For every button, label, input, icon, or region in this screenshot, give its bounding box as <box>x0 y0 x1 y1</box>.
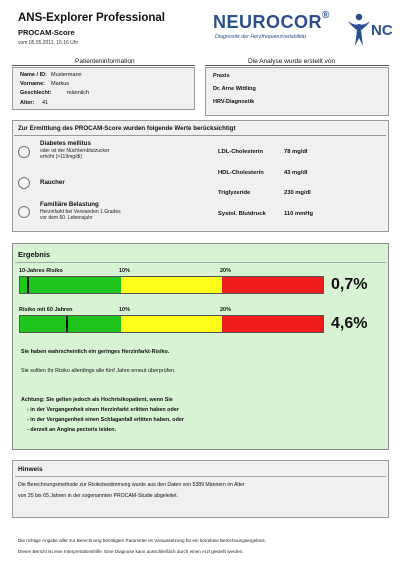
patient-gender-label: Geschlecht: <box>20 90 52 96</box>
patient-heading: Patienteninformation <box>75 58 135 65</box>
hint-heading-rule <box>15 476 386 477</box>
patient-firstname-label: Vorname: <box>20 81 45 87</box>
risk60-percent: 4,6% <box>331 315 368 332</box>
risk10-yellow-segment <box>121 277 222 293</box>
ldl-value: 78 mg/dl <box>284 149 308 155</box>
hint-line-2: von 35 bis 65 Jahren in der sogenannten PROCAM-Studie abgeleitet. <box>18 493 179 499</box>
risk10-bar <box>19 276 324 294</box>
result-heading: Ergebnis <box>18 250 51 259</box>
footer-line-1: Die richtige Angabe aller zur Berechnung benötigten Parameter ist Voraussetzung für ein korrektes Berechnungsergebnis. <box>18 538 266 543</box>
systolic-bp-value: 110 mmHg <box>284 211 313 217</box>
hint-text <box>18 480 383 502</box>
risk60-marker <box>66 316 68 332</box>
report-subtitle: PROCAM-Score <box>18 28 75 37</box>
risk10-marker <box>27 277 29 293</box>
diabetes-title: Diabetes mellitus <box>40 140 91 147</box>
smoker-checkbox[interactable] <box>18 177 30 189</box>
logo-wordmark: NEUROCOR® <box>213 10 330 32</box>
patient-heading-rule <box>12 65 195 66</box>
hdl-value: 43 mg/dl <box>284 170 308 176</box>
risk60-tick-10: 10% <box>119 307 131 313</box>
systolic-bp-label: Systol. Blutdruck <box>218 211 266 217</box>
analysis-heading-rule <box>205 65 389 66</box>
hdl-label: HDL-Cholesterin <box>218 170 264 176</box>
report-title: ANS-Explorer Professional <box>18 12 165 24</box>
analysis-info-box <box>205 67 389 116</box>
family-history-sub-1: Herzinfarkt bei Verwanden 1.Grades <box>40 209 121 215</box>
diabetes-sub-1: oder ist der Nüchternblutzucker <box>40 148 110 154</box>
patient-name-value: Mustermann <box>51 72 82 78</box>
result-summary: Sie haben wahrscheinlich ein geringes Herzinfarkt-Risiko. <box>21 349 170 355</box>
risk60-yellow-segment <box>121 316 222 332</box>
triglycerides-value: 230 mg/dl <box>284 190 311 196</box>
params-heading: Zur Ermittlung des PROCAM-Score wurden folgende Werte berücksichtigt <box>18 125 236 132</box>
params-heading-rule <box>14 135 386 136</box>
logo-nc-mark: NC <box>371 22 393 39</box>
warning-line-4: - derzeit an Angina pectoris leiden. <box>27 427 117 433</box>
risk60-red-segment <box>222 316 323 332</box>
family-history-sub-2: vor dem 60. Lebensjahr <box>40 215 93 221</box>
risk10-red-segment <box>222 277 323 293</box>
patient-age-value: 41 <box>42 100 49 106</box>
result-advice: Sie sollten Ihr Risiko allerdings alle fünf Jahre erneut überprüfen. <box>21 368 176 374</box>
triglycerides-label: Triglyzeride <box>218 190 251 196</box>
diabetes-sub-2: erhöht (>119mg/dl) <box>40 154 83 160</box>
logo-tagline: Diagnostik der Herzfrequenzvariabilität <box>215 34 306 40</box>
risk60-tick-20: 20% <box>220 307 232 313</box>
risk10-label: 10-Jahres Risiko <box>19 268 63 274</box>
family-history-checkbox[interactable] <box>18 206 30 218</box>
footer-line-2: Dieser Bericht ist eine Interpretationshilfe. Eine Diagnose kann ausschließlich durch einen Arzt gestellt werden. <box>18 549 244 554</box>
smoker-title: Raucher <box>40 179 65 186</box>
risk10-tick-10: 10% <box>119 268 131 274</box>
risk10-percent: 0,7% <box>331 276 368 293</box>
person-figure-icon <box>346 12 372 48</box>
risk10-tick-20: 20% <box>220 268 232 274</box>
risk60-label: Risiko mit 60 Jahren <box>19 307 73 313</box>
patient-firstname-value: Markus <box>51 81 70 87</box>
report-date: vom 05.05.2011, 16:16 Uhr <box>18 40 79 46</box>
neurocor-logo <box>213 12 395 52</box>
patient-name-label: Name / ID: <box>20 72 47 78</box>
family-history-title: Familiäre Belastung <box>40 201 99 208</box>
result-heading-rule <box>15 262 386 263</box>
practice-label: Praxis <box>213 73 230 79</box>
analysis-heading: Die Analyse wurde erstellt von <box>248 58 336 65</box>
practice-department: HRV-Diagnostik <box>213 99 255 105</box>
hint-line-1: Die Berechnungsmethode zur Risikobestimmung wurde aus den Daten von 5389 Männern im Alter <box>18 482 245 488</box>
risk60-bar <box>19 315 324 333</box>
warning-line-3: - in der Vergangenheit einen Schlaganfall erlitten haben, oder <box>27 417 184 423</box>
result-box <box>12 243 389 450</box>
hint-heading: Hinweis <box>18 466 43 473</box>
warning-line-2: - in der Vergangenheit einen Herzinfarkt erlitten haben oder <box>27 407 179 413</box>
patient-age-label: Alter: <box>20 100 35 106</box>
doctor-name: Dr. Arne Wittling <box>213 86 256 92</box>
warning-line-1: Achtung: Sie gelten jedoch als Hochrisikopatient, wenn Sie <box>21 397 173 403</box>
hint-box <box>12 460 389 518</box>
ldl-label: LDL-Cholesterin <box>218 149 264 155</box>
patient-info-box <box>12 67 195 110</box>
diabetes-checkbox[interactable] <box>18 146 30 158</box>
patient-gender-value: männlich <box>67 90 90 96</box>
risk60-green-segment <box>20 316 121 332</box>
risk10-green-segment <box>20 277 121 293</box>
